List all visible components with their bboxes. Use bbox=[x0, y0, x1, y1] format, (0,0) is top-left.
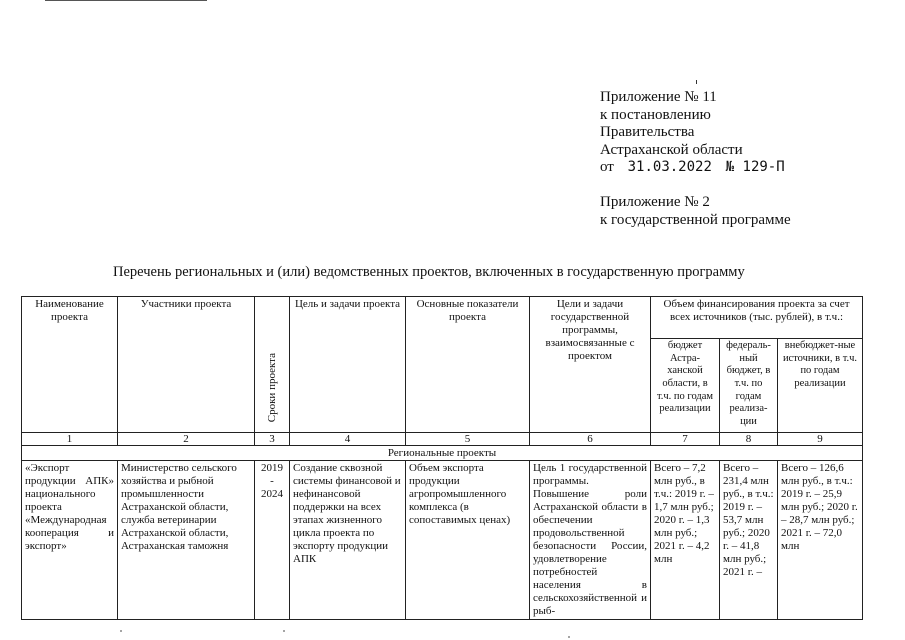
appendix-2-block bbox=[600, 194, 791, 229]
cell-terms bbox=[255, 461, 290, 620]
scan-mark bbox=[696, 80, 697, 84]
document-title: Перечень региональных и (или) ведомственных проектов, включенных в государственную программу bbox=[113, 264, 745, 280]
cell-participants: Министерство сельского хозяйства и рыбной промышленности Астраханской области, служба ветеринарии Астраханской области, Астраханская таможня bbox=[118, 461, 255, 620]
section-title: Региональные проекты bbox=[22, 446, 863, 461]
decree-number: № 129-П bbox=[725, 159, 785, 175]
header-terms bbox=[255, 297, 290, 433]
column-number-row bbox=[22, 433, 863, 446]
table-row bbox=[22, 461, 863, 620]
date-prefix: от bbox=[600, 159, 614, 175]
column-number: 5 bbox=[406, 433, 530, 446]
cell-project-name: «Экспорт продукции АПК» национального проекта «Международная кооперация и экспорт» bbox=[22, 461, 118, 620]
top-rule bbox=[45, 0, 207, 1]
header-name: Наименование проекта bbox=[22, 297, 118, 433]
appendix-11-block bbox=[600, 89, 785, 177]
scan-speck bbox=[568, 636, 570, 638]
cell-goal: Создание сквозной системы финансовой и нефинансовой поддержки на всех этапах жизненного цикла проекта по экспорту продукции АПК bbox=[290, 461, 406, 620]
header-extra-budget: внебюджет-ные источники, в т.ч. по годам реализации bbox=[778, 339, 863, 433]
column-number: 4 bbox=[290, 433, 406, 446]
appendix-line: к государственной программе bbox=[600, 211, 791, 228]
decree-date: 31.03.2022 bbox=[627, 159, 712, 175]
cell-federal-budget: Всего – 231,4 млн руб., в т.ч.: 2019 г. – 53,7 млн руб.; 2020 г. – 41,8 млн руб.; 2021 г. – bbox=[720, 461, 778, 620]
column-number: 3 bbox=[255, 433, 290, 446]
column-number: 7 bbox=[651, 433, 720, 446]
header-participants: Участники проекта bbox=[118, 297, 255, 433]
decree-date-line bbox=[600, 159, 785, 177]
appendix-line: Правительства bbox=[600, 124, 695, 140]
column-number: 9 bbox=[778, 433, 863, 446]
projects-table bbox=[21, 296, 863, 620]
section-row bbox=[22, 446, 863, 461]
cell-regional-budget: Всего – 7,2 млн руб., в т.ч.: 2019 г. – 1,7 млн руб.; 2020 г. – 1,3 млн руб.; 2021 г. – 4,2 млн bbox=[651, 461, 720, 620]
cell-indicators: Объем экспорта продукции агропромышленного комплекса (в сопоставимых ценах) bbox=[406, 461, 530, 620]
column-number: 8 bbox=[720, 433, 778, 446]
appendix-line: Астраханской области bbox=[600, 141, 743, 158]
header-goal: Цель и задачи проекта bbox=[290, 297, 406, 433]
header-program-goals: Цели и задачи государственной программы, взаимосвязанные с проектом bbox=[530, 297, 651, 433]
header-financing: Объем финансирования проекта за счет всех источников (тыс. рублей), в т.ч.: bbox=[651, 297, 863, 339]
header-regional-budget: бюджет Астра-ханской области, в т.ч. по годам реализации bbox=[651, 339, 720, 433]
header-indicators: Основные показатели проекта bbox=[406, 297, 530, 433]
term-end: 2024 bbox=[261, 488, 283, 500]
term-dash: - bbox=[270, 475, 274, 487]
appendix-line: Приложение № 2 bbox=[600, 194, 710, 210]
header-terms-label: Сроки проекта bbox=[265, 352, 278, 422]
appendix-line: к постановлению bbox=[600, 106, 711, 123]
column-number: 2 bbox=[118, 433, 255, 446]
cell-extra-budget: Всего – 126,6 млн руб., в т.ч.: 2019 г. – 25,9 млн руб.; 2020 г. – 28,7 млн руб.; 2021 г. – 72,0 млн bbox=[778, 461, 863, 620]
header-federal-budget: федераль-ный бюджет, в т.ч. по годам реализа-ции bbox=[720, 339, 778, 433]
column-number: 1 bbox=[22, 433, 118, 446]
appendix-line: Приложение № 11 bbox=[600, 89, 717, 105]
column-number: 6 bbox=[530, 433, 651, 446]
cell-program-goals: Цель 1 государственной программы. Повышение роли Астраханской области в обеспечении продовольственной безопасности России, удовлетворение потребностей населения в сельскохозяйственной и рыб- bbox=[530, 461, 651, 620]
scan-speck bbox=[120, 630, 122, 632]
scan-speck bbox=[283, 630, 285, 632]
term-start: 2019 bbox=[261, 462, 283, 474]
